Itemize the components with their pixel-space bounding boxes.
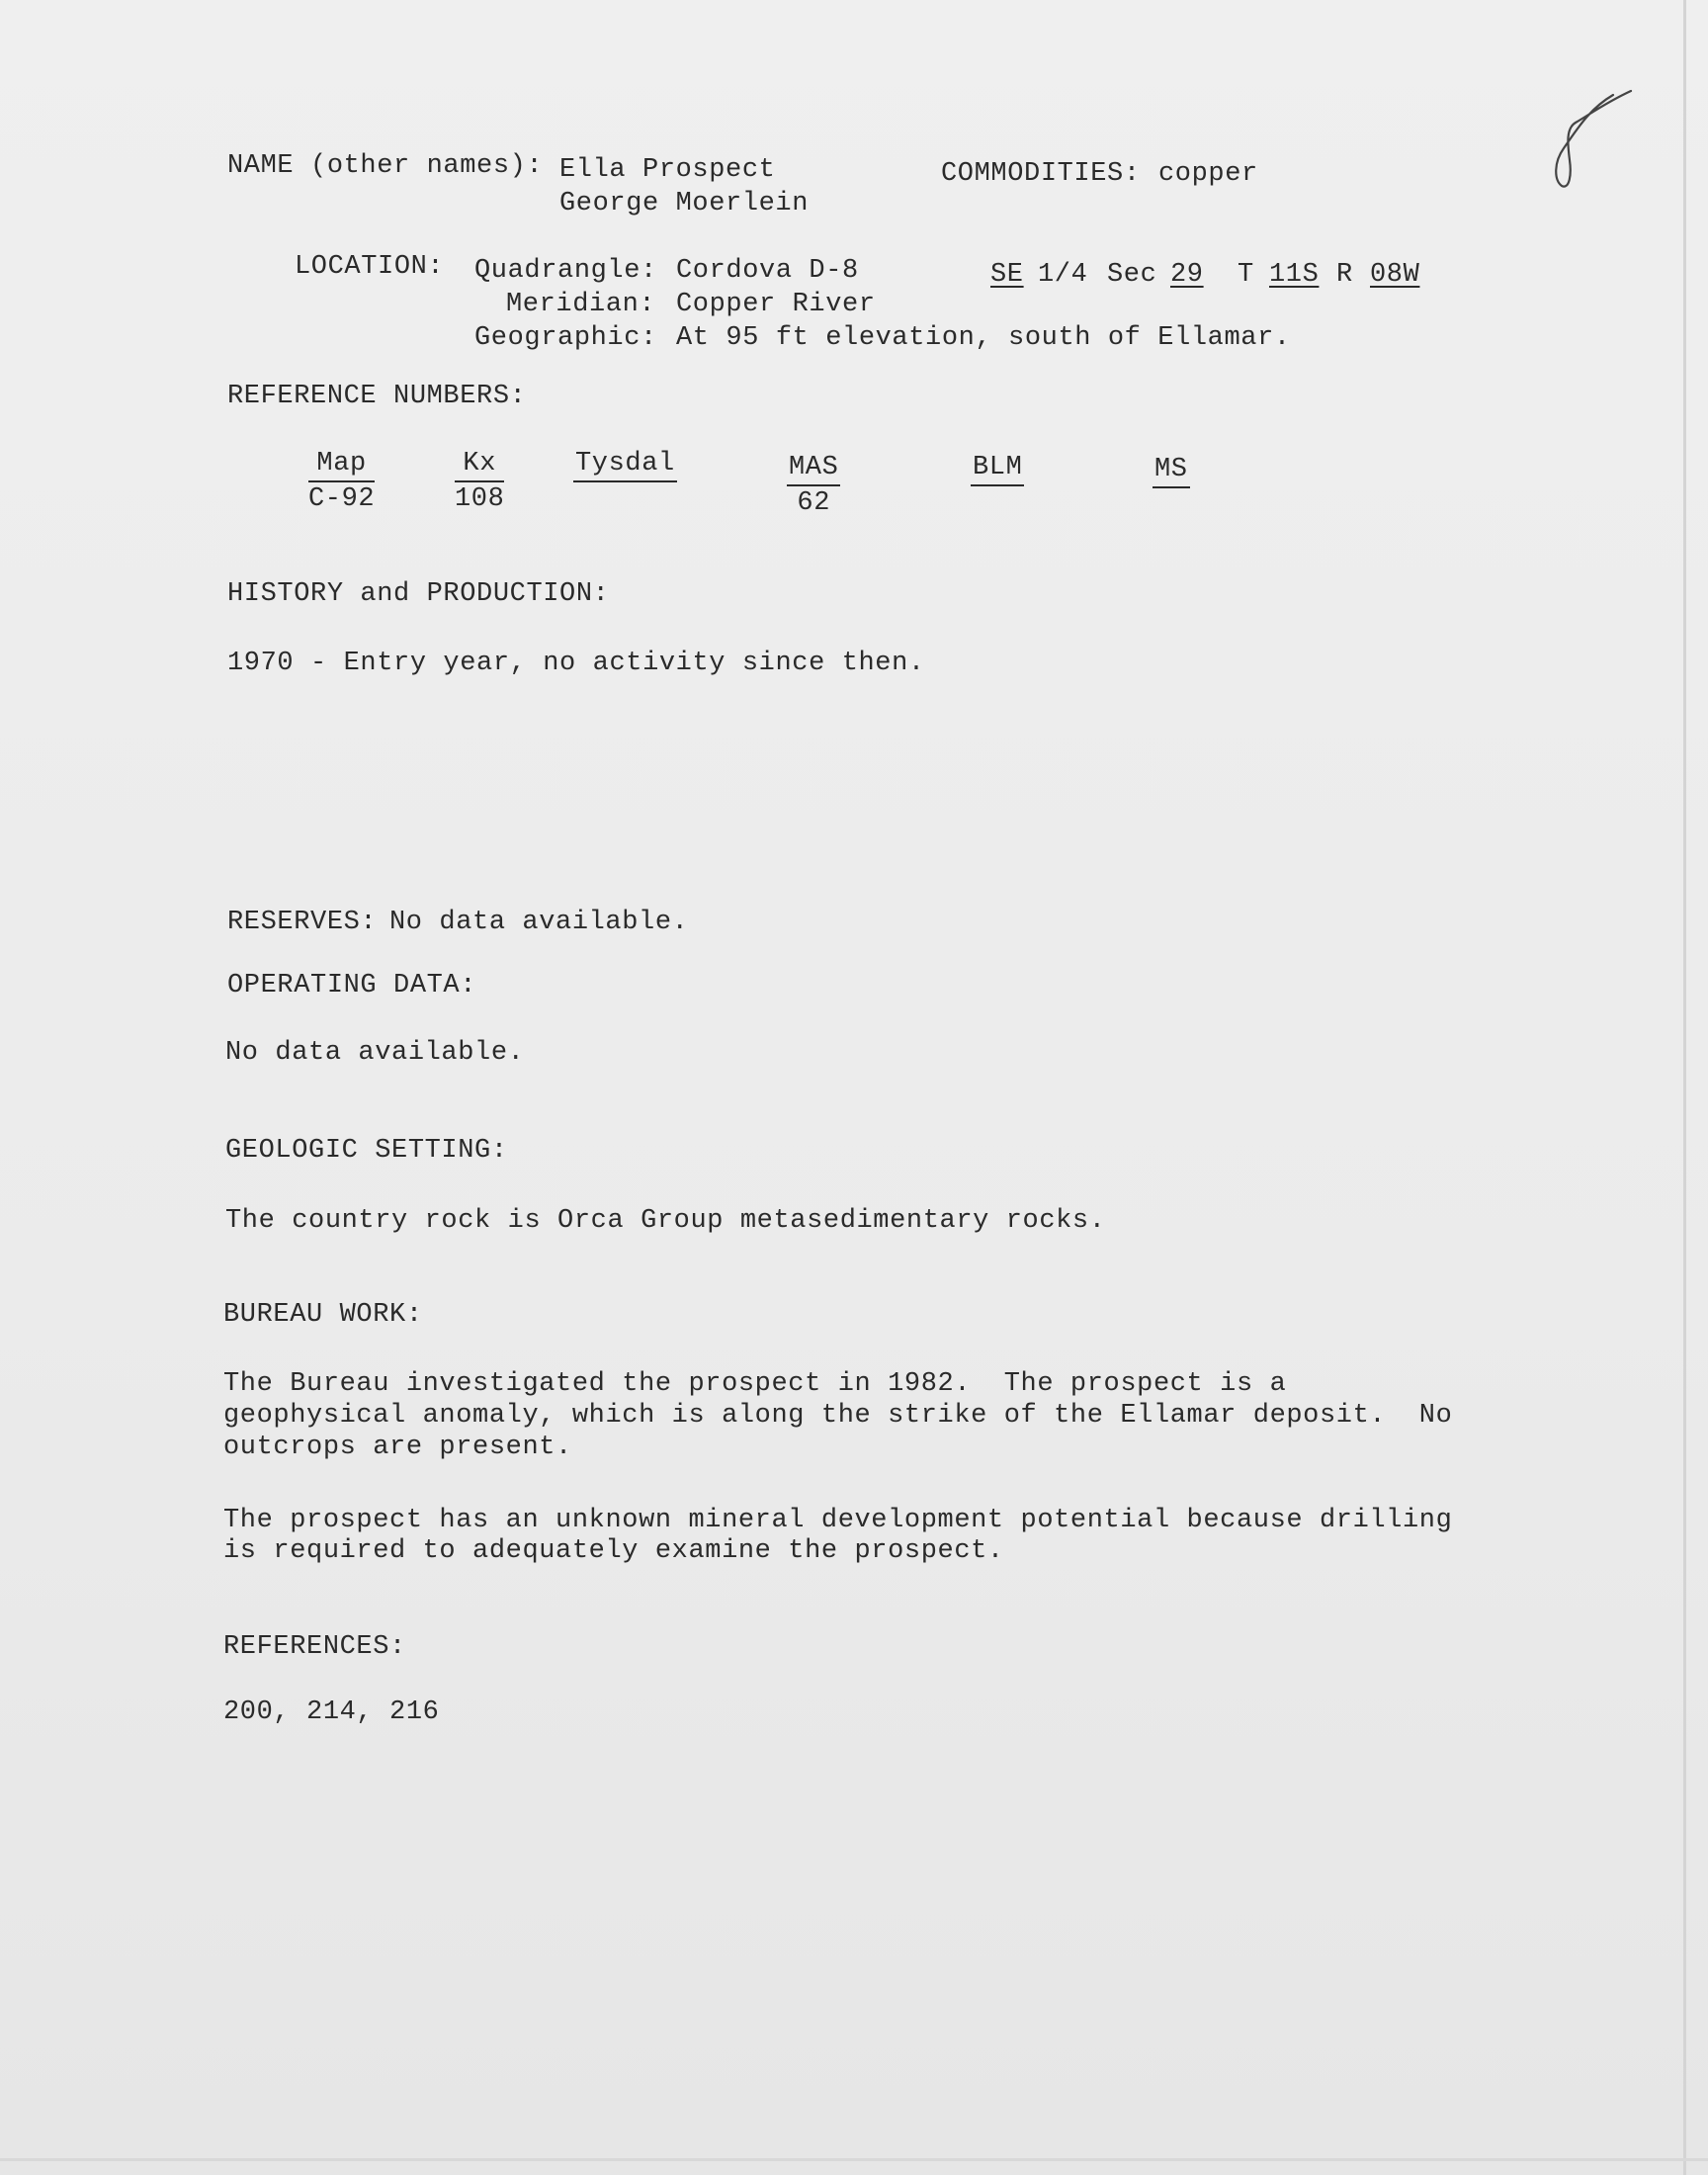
history-text: 1970 - Entry year, no activity since then. [227, 649, 925, 678]
ref-col-tysdal [573, 447, 677, 482]
quarter-suffix: 1/4 [1038, 260, 1088, 290]
geographic-value: At 95 ft elevation, south of Ellamar. [676, 323, 1291, 353]
reserves-text: No data available. [389, 908, 689, 937]
references-text: 200, 214, 216 [223, 1697, 440, 1727]
ref-header-kx: Kx [455, 447, 504, 482]
commodities-value: copper [1158, 159, 1258, 189]
page-edge-right [1683, 0, 1686, 2175]
references-label: REFERENCES: [223, 1632, 406, 1662]
page-edge-bottom [0, 2158, 1708, 2161]
geographic-label: Geographic: [474, 323, 657, 353]
ref-header-tysdal: Tysdal [573, 447, 677, 482]
handwritten-mark [1550, 89, 1639, 198]
name-label: NAME (other names): [227, 151, 544, 181]
bureau-para2-line1: The prospect has an unknown mineral development potential because drilling [223, 1506, 1453, 1535]
township-label: T [1238, 260, 1254, 290]
ref-col-kx [455, 447, 504, 516]
ref-header-ms: MS [1153, 453, 1190, 488]
bureau-label: BUREAU WORK: [223, 1300, 423, 1330]
reference-numbers-label: REFERENCE NUMBERS: [227, 382, 527, 411]
ref-value-mas: 62 [797, 488, 831, 518]
ref-col-mas [787, 451, 840, 520]
quadrangle-label: Quadrangle: [474, 256, 657, 286]
bureau-para1-line1: The Bureau investigated the prospect in 1982. The prospect is a [223, 1369, 1287, 1399]
meridian-label: Meridian: [506, 290, 656, 319]
section-value: 29 [1170, 260, 1204, 290]
meridian-value: Copper River [676, 290, 876, 319]
range-label: R [1336, 260, 1353, 290]
location-label: LOCATION: [295, 252, 445, 282]
ref-header-map: Map [308, 447, 375, 482]
reserves-label: RESERVES: [227, 908, 378, 937]
bureau-para1-line2: geophysical anomaly, which is along the strike of the Ellamar deposit. No [223, 1401, 1453, 1431]
ref-value-map: C-92 [308, 484, 376, 514]
quarter-value: SE [990, 260, 1024, 290]
ref-value-kx: 108 [455, 484, 505, 514]
quadrangle-value: Cordova D-8 [676, 256, 859, 286]
section-label: Sec [1107, 260, 1157, 290]
ref-header-blm: BLM [971, 451, 1024, 486]
history-label: HISTORY and PRODUCTION: [227, 579, 610, 609]
ref-col-ms [1153, 453, 1190, 488]
ref-col-map [308, 447, 375, 516]
operating-label: OPERATING DATA: [227, 971, 477, 1000]
range-value: 08W [1370, 260, 1420, 290]
ref-header-mas: MAS [787, 451, 840, 486]
ref-col-blm [971, 451, 1024, 486]
commodities-label: COMMODITIES: [941, 159, 1141, 189]
township-value: 11S [1269, 260, 1320, 290]
name-other: George Moerlein [559, 189, 810, 218]
bureau-para1-line3: outcrops are present. [223, 1433, 572, 1462]
bureau-para2-line2: is required to adequately examine the prospect. [223, 1536, 1004, 1566]
operating-text: No data available. [225, 1038, 525, 1068]
geologic-label: GEOLOGIC SETTING: [225, 1136, 508, 1166]
geologic-text: The country rock is Orca Group metasedimentary rocks. [225, 1206, 1106, 1236]
name-primary: Ella Prospect [559, 155, 776, 185]
